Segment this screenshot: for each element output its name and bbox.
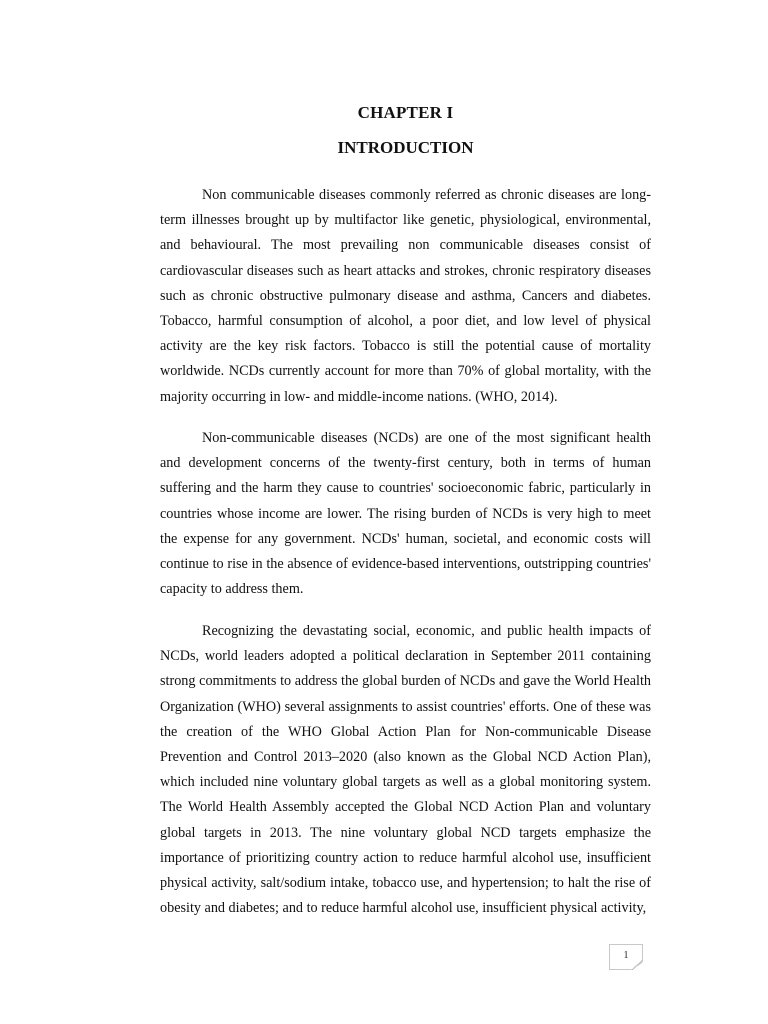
- page-curl-icon: [631, 960, 643, 970]
- paragraph-3: Recognizing the devastating social, economic, and public health impacts of NCDs, world leaders adopted a political declaration in September 2011 containing strong commitments to address the global burden of NCDs and gave the World Health Organization (WHO) several assignments to assist countries' efforts. One of these was the creation of the WHO Global Action Plan for Non-communicable Disease Prevention and Control 2013–2020 (also known as the Global NCD Action Plan), which included nine voluntary global targets as well as a global monitoring system. The World Health Assembly accepted the Global NCD Action Plan and voluntary global targets in 2013. The nine voluntary global NCD targets emphasize the importance of prioritizing country action to reduce harmful alcohol use, insufficient physical activity, salt/sodium intake, tobacco use, and hypertension; to halt the rise of obesity and diabetes; and to reduce harmful alcohol use, insufficient physical activity,: [160, 623, 651, 917]
- chapter-title: INTRODUCTION: [337, 138, 474, 157]
- paragraph-2: Non-communicable diseases (NCDs) are one of the most significant health and development concerns of the twenty-first century, both in terms of human suffering and the harm they cause to countries' socioeconomic fabric, particularly in countries whose income are lower. The rising burden of NCDs is very high to meet the expense for any government. NCDs' human, societal, and economic costs will continue to rise in the absence of evidence-based interventions, outstripping countries' capacity to address them.: [160, 430, 651, 598]
- page-number: 1: [623, 950, 629, 961]
- chapter-number: CHAPTER I: [357, 103, 454, 122]
- page-number-box: [609, 944, 643, 970]
- paragraph-1: Non communicable diseases commonly referred as chronic diseases are long-term illnesses brought up by multifactor like genetic, physiological, environmental, and behavioural. The most prevailing non communicable diseases consist of cardiovascular diseases such as heart attacks and strokes, chronic respiratory diseases such as chronic obstructive pulmonary disease and asthma, Cancers and diabetes. Tobacco, harmful consumption of alcohol, a poor diet, and low level of physical activity are the key risk factors. Tobacco is still the potential cause of mortality worldwide. NCDs currently account for more than 70% of global mortality, with the majority occurring in low- and middle-income nations. (WHO, 2014).: [160, 187, 651, 405]
